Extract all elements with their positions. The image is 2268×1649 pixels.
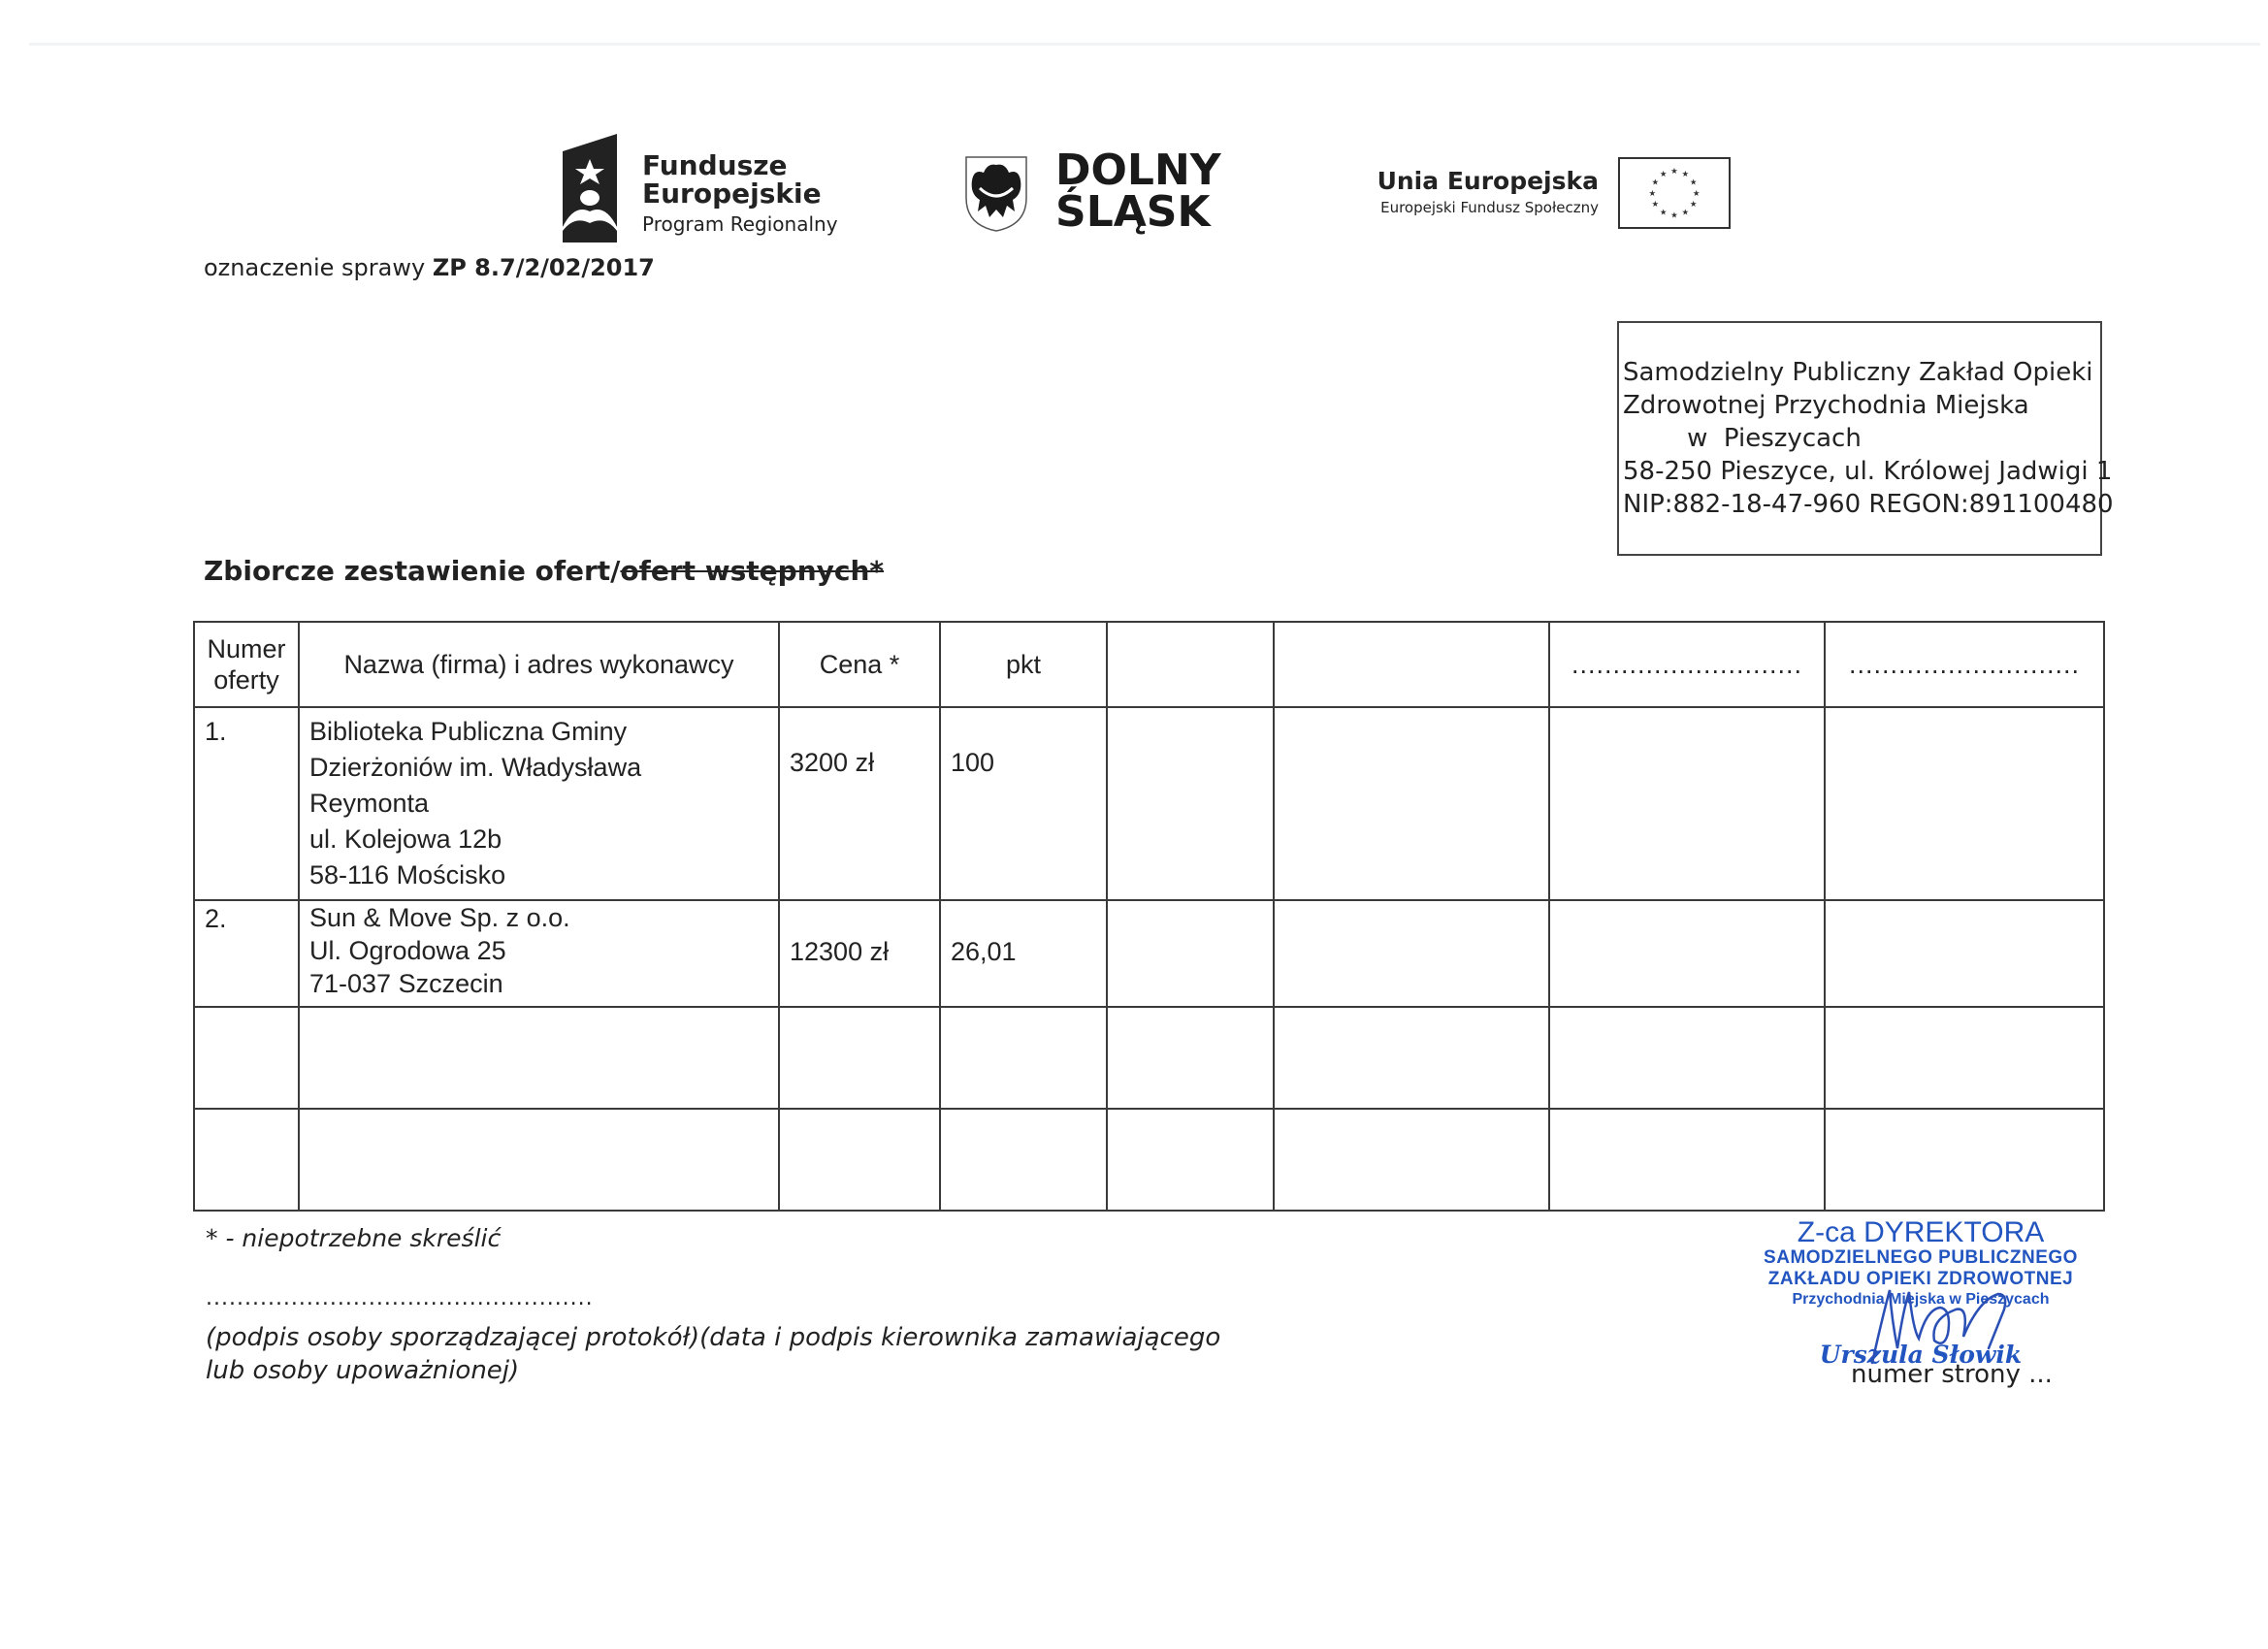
recipient-address-box: [1617, 321, 2114, 556]
signature-caption: [206, 1321, 1220, 1387]
address-line: Samodzielny Publiczny Zakład Opieki: [1623, 358, 2093, 387]
contractor-line: Biblioteka Publiczna Gminy: [309, 717, 628, 746]
ue-line2: Europejski Fundusz Społeczny: [1380, 199, 1599, 216]
empty-cell: [194, 1109, 299, 1211]
fe-line3: Program Regionalny: [642, 211, 838, 236]
empty-cell: [1825, 707, 2104, 900]
eu-star-icon: ★: [1681, 208, 1690, 218]
header-num-line1: Numer: [207, 634, 286, 663]
empty-cell: [1274, 1007, 1549, 1109]
empty-cell: [1825, 1007, 2104, 1109]
title-struck: ofert wstępnych*: [620, 555, 885, 587]
fundusze-europejskie-logo-icon: [561, 134, 619, 242]
header-placeholder-1: ............................: [1549, 622, 1825, 707]
contractor-line: 58-116 Mościsko: [309, 860, 506, 889]
header-points: pkt: [940, 622, 1107, 707]
fe-logo-text: [642, 151, 838, 235]
dolny-slask-logo-text: [1055, 146, 1221, 238]
address-line: Zdrowotnej Przychodnia Miejska: [1623, 391, 2029, 420]
empty-cell: [940, 1007, 1107, 1109]
contractor-line: ul. Kolejowa 12b: [309, 824, 502, 854]
contractor-line: 71-037 Szczecin: [309, 969, 503, 998]
eu-star-icon: ★: [1689, 200, 1698, 210]
address-line: 58-250 Pieszyce, ul. Królowej Jadwigi 1: [1623, 457, 2113, 486]
empty-cell: [1549, 1109, 1825, 1211]
signature-caption-line2: lub osoby upoważnionej): [206, 1356, 520, 1385]
eu-star-icon: ★: [1648, 188, 1657, 199]
eu-star-icon: ★: [1651, 200, 1660, 210]
offer-points: 26,01: [940, 900, 1107, 1007]
ds-line2: ŚLĄSK: [1055, 187, 1211, 238]
empty-cell: [1274, 900, 1549, 1007]
ue-line1: Unia Europejska: [1377, 167, 1599, 195]
offers-table: [193, 621, 2105, 1212]
empty-cell: [1274, 707, 1549, 900]
offer-points: 100: [940, 707, 1107, 900]
eu-star-icon: ★: [1659, 170, 1668, 180]
fe-line1: Fundusze: [642, 149, 788, 181]
empty-cell: [779, 1109, 940, 1211]
eu-star-icon: ★: [1651, 178, 1660, 188]
address-line: NIP:882-18-47-960 REGON:891100480: [1623, 490, 2114, 519]
footnote: * - niepotrzebne skreślić: [206, 1224, 502, 1252]
eu-star-icon: ★: [1670, 210, 1678, 221]
stamp-line4: Przychodnia Miejska w Pieszycach: [1792, 1291, 2050, 1308]
case-number: [204, 254, 655, 281]
empty-cell: [779, 1007, 940, 1109]
contractor-name: [299, 900, 779, 1007]
offer-price: 12300 zł: [779, 900, 940, 1007]
empty-cell: [1107, 900, 1274, 1007]
table-row: [194, 1007, 2104, 1109]
empty-cell: [1274, 1109, 1549, 1211]
table-row: [194, 900, 2104, 1007]
contractor-line: Ul. Ogrodowa 25: [309, 936, 506, 965]
eu-star-icon: ★: [1689, 178, 1698, 188]
stamp-name: Urszula Słowik: [1819, 1341, 2023, 1369]
fe-line2: Europejskie: [642, 178, 822, 210]
header-contractor: Nazwa (firma) i adres wykonawcy: [299, 622, 779, 707]
empty-cell: [299, 1007, 779, 1109]
eu-star-icon: ★: [1681, 170, 1690, 180]
ue-logo-text: [1348, 167, 1599, 216]
document-title: [204, 555, 884, 587]
address-line: w Pieszycach: [1623, 424, 1862, 453]
signature-line: ..................................................: [206, 1286, 594, 1310]
stamp-line3: ZAKŁADU OPIEKI ZDROWOTNEJ: [1767, 1269, 2074, 1289]
empty-cell: [194, 1007, 299, 1109]
header-empty-2: [1274, 622, 1549, 707]
ds-line1: DOLNY: [1055, 146, 1221, 195]
empty-cell: [1107, 707, 1274, 900]
empty-cell: [1107, 1007, 1274, 1109]
header-offer-number: [194, 622, 299, 707]
header-placeholder-2: ............................: [1825, 622, 2104, 707]
empty-cell: [1549, 707, 1825, 900]
header-price: Cena *: [779, 622, 940, 707]
handwritten-signature-icon: [1863, 1280, 2027, 1368]
page-number: numer strony ...: [1851, 1360, 2053, 1389]
table-row: [194, 1109, 2104, 1211]
signature-caption-line1: (podpis osoby sporządzającej protokół)(data i podpis kierownika zamawiającego: [206, 1323, 1221, 1352]
empty-cell: [1107, 1109, 1274, 1211]
offer-price: 3200 zł: [779, 707, 940, 900]
eu-flag-icon: [1618, 157, 1731, 229]
empty-cell: [1549, 900, 1825, 1007]
empty-cell: [940, 1109, 1107, 1211]
title-main: Zbiorcze zestawienie ofert/: [204, 555, 621, 587]
empty-cell: [1825, 1109, 2104, 1211]
table-header-row: [194, 622, 2104, 707]
contractor-line: Dzierżoniów im. Władysława: [309, 753, 642, 782]
offer-number: 2.: [194, 900, 299, 1007]
header-num-line2: oferty: [213, 665, 279, 695]
eagle-crest-icon: [964, 155, 1028, 233]
eu-star-icon: ★: [1670, 167, 1678, 178]
empty-cell: [1825, 900, 2104, 1007]
case-label: oznaczenie sprawy: [204, 254, 426, 281]
eu-star-icon: ★: [1659, 208, 1668, 218]
stamp-line2: SAMODZIELNEGO PUBLICZNEGO: [1764, 1247, 2078, 1268]
scan-edge: [29, 43, 2260, 46]
empty-cell: [299, 1109, 779, 1211]
table-row: [194, 707, 2104, 900]
empty-cell: [1549, 1007, 1825, 1109]
offer-number: 1.: [194, 707, 299, 900]
case-value: ZP 8.7/2/02/2017: [432, 254, 655, 281]
contractor-line: Sun & Move Sp. z o.o.: [309, 903, 570, 932]
eu-star-icon: ★: [1692, 188, 1701, 199]
contractor-name: [299, 707, 779, 900]
header-empty-1: [1107, 622, 1274, 707]
contractor-line: Reymonta: [309, 789, 430, 818]
stamp-line1: Z-ca DYREKTORA: [1797, 1216, 2045, 1248]
